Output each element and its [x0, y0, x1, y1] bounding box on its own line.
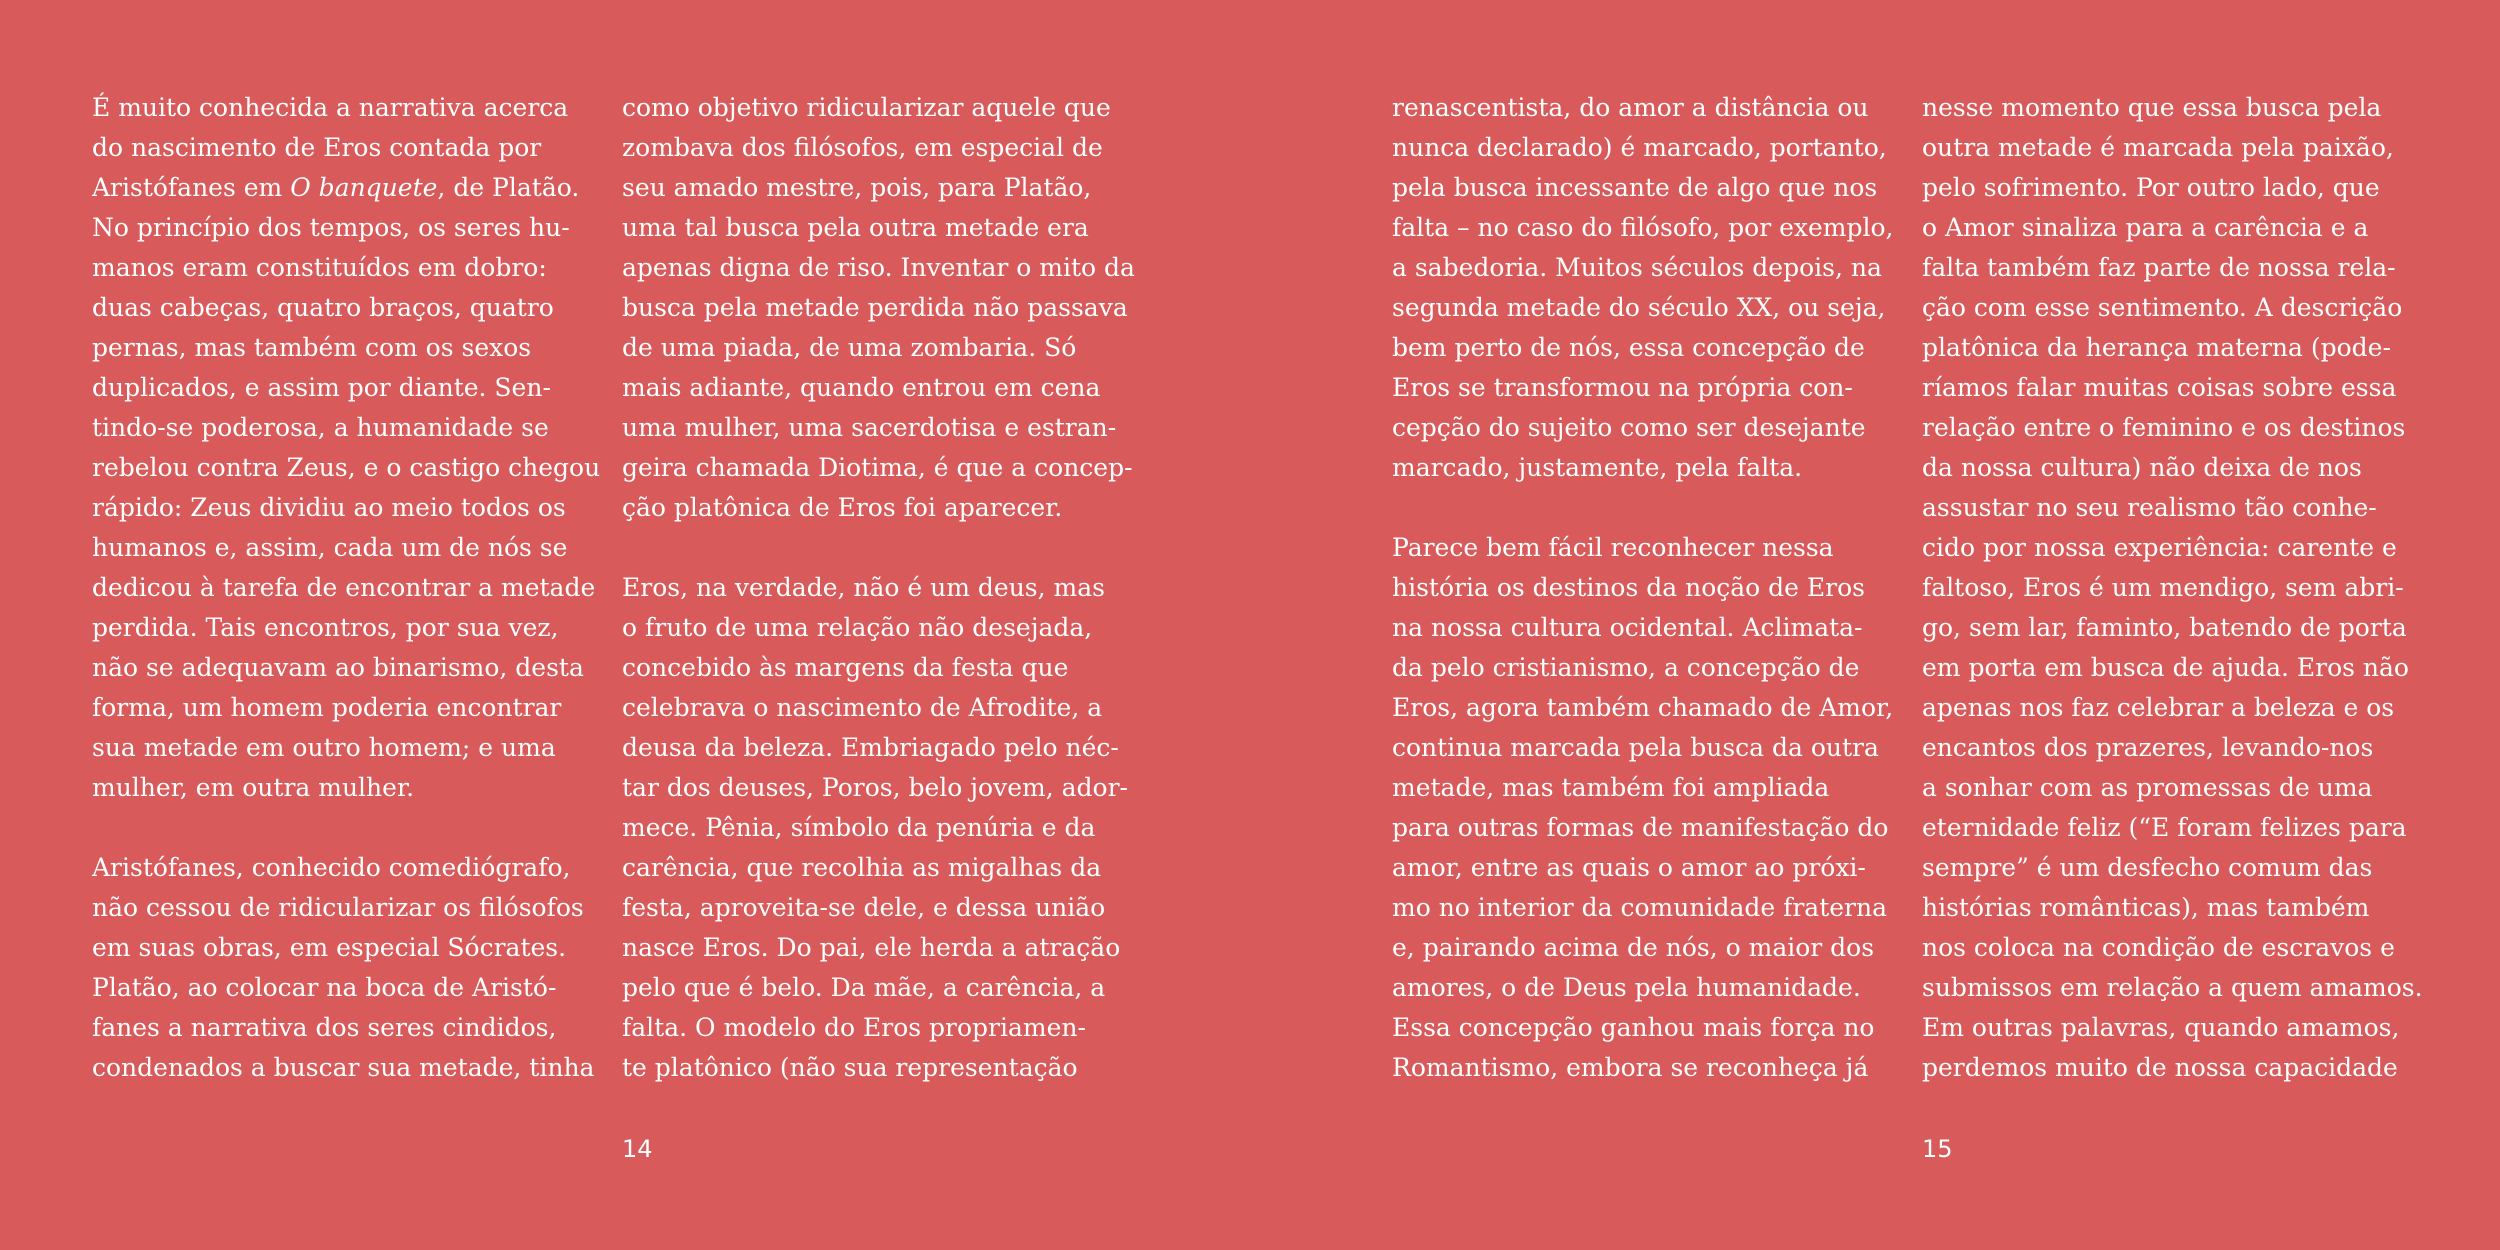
text-line: na nossa cultura ocidental. Aclimata-: [1392, 613, 1863, 642]
text-line: rápido: Zeus dividiu ao meio todos os: [92, 493, 566, 522]
text-line: pela busca incessante de algo que nos: [1392, 173, 1878, 202]
page-number-right: 15: [1922, 1135, 1953, 1163]
paragraph: [1392, 528, 1912, 1088]
text-line: apenas nos faz celebrar a beleza e os: [1922, 693, 2395, 722]
paragraph-gap: [622, 528, 1142, 568]
text-line: o fruto de uma relação não desejada,: [622, 613, 1093, 642]
paragraph-gap: [1392, 488, 1912, 528]
paragraph: [1392, 88, 1912, 488]
text-line: Em outras palavras, quando amamos,: [1922, 1013, 2400, 1042]
text-line: marcado, justamente, pela falta.: [1392, 453, 1803, 482]
text-line: No princípio dos tempos, os seres hu-: [92, 213, 570, 242]
text-line: amor, entre as quais o amor ao próxi-: [1392, 853, 1866, 882]
paragraph: [622, 88, 1142, 528]
text-line: cepção do sujeito como ser desejante: [1392, 413, 1866, 442]
text-line: apenas digna de riso. Inventar o mito da: [622, 253, 1135, 282]
text-line: Essa concepção ganhou mais força no: [1392, 1013, 1875, 1042]
text-line: uma tal busca pela outra metade era: [622, 213, 1089, 242]
paragraph: [92, 88, 612, 808]
text-line: duas cabeças, quatro braços, quatro: [92, 293, 554, 322]
text-line: não se adequavam ao binarismo, desta: [92, 653, 584, 682]
text-line: nasce Eros. Do pai, ele herda a atração: [622, 933, 1121, 962]
text-line: Parece bem fácil reconhecer nessa: [1392, 533, 1834, 562]
text-line: e, pairando acima de nós, o maior dos: [1392, 933, 1875, 962]
text-line: ção platônica de Eros foi aparecer.: [622, 493, 1063, 522]
text-line: geira chamada Diotima, é que a concep-: [622, 453, 1133, 482]
text-line: nos coloca na condição de escravos e: [1922, 933, 2395, 962]
text-line: sua metade em outro homem; e uma: [92, 733, 556, 762]
text-line: seu amado mestre, pois, para Platão,: [622, 173, 1092, 202]
text-line: rebelou contra Zeus, e o castigo chegou: [92, 453, 601, 482]
right-page-column-1: [1392, 88, 1912, 1088]
text-run: , de Platão.: [437, 173, 580, 202]
text-line: ção com esse sentimento. A descrição: [1922, 293, 2403, 322]
text-line: É muito conhecida a narrativa acerca: [92, 93, 569, 122]
text-line: não cessou de ridicularizar os filósofos: [92, 893, 584, 922]
text-line: concebido às margens da festa que: [622, 653, 1069, 682]
text-line: falta também faz parte de nossa rela-: [1922, 253, 2396, 282]
text-line: fanes a narrativa dos seres cindidos,: [92, 1013, 557, 1042]
text-line: pernas, mas também com os sexos: [92, 333, 532, 362]
paragraph: [92, 848, 612, 1088]
text-line: o Amor sinaliza para a carência e a: [1922, 213, 2369, 242]
text-line: te platônico (não sua representação: [622, 1053, 1078, 1082]
text-line: festa, aproveita-se dele, e dessa união: [622, 893, 1106, 922]
text-line: mo no interior da comunidade fraterna: [1392, 893, 1888, 922]
text-line: amores, o de Deus pela humanidade.: [1392, 973, 1861, 1002]
text-line: falta. O modelo do Eros propriamen-: [622, 1013, 1086, 1042]
text-line: cido por nossa experiência: carente e: [1922, 533, 2397, 562]
text-line: platônica da herança materna (pode-: [1922, 333, 2391, 362]
paragraph-gap: [92, 808, 612, 848]
text-line: submissos em relação a quem amamos.: [1922, 973, 2423, 1002]
text-line: de uma piada, de uma zombaria. Só: [622, 333, 1077, 362]
text-line: perdida. Tais encontros, por sua vez,: [92, 613, 559, 642]
left-page-column-2: [622, 88, 1142, 1088]
text-line: renascentista, do amor a distância ou: [1392, 93, 1869, 122]
text-line: da nossa cultura) não deixa de nos: [1922, 453, 2362, 482]
paragraph: [622, 568, 1142, 1088]
text-line: como objetivo ridicularizar aquele que: [622, 93, 1111, 122]
text-line: história os destinos da noção de Eros: [1392, 573, 1865, 602]
text-line: metade, mas também foi ampliada: [1392, 773, 1830, 802]
text-line: outra metade é marcada pela paixão,: [1922, 133, 2394, 162]
text-line: a sabedoria. Muitos séculos depois, na: [1392, 253, 1882, 282]
text-line: carência, que recolhia as migalhas da: [622, 853, 1102, 882]
text-line: manos eram constituídos em dobro:: [92, 253, 547, 282]
text-line: tar dos deuses, Poros, belo jovem, ador-: [622, 773, 1128, 802]
text-line: para outras formas de manifestação do: [1392, 813, 1889, 842]
text-line: forma, um homem poderia encontrar: [92, 693, 562, 722]
text-line: Eros se transformou na própria con-: [1392, 373, 1853, 402]
text-line: da pelo cristianismo, a concepção de: [1392, 653, 1860, 682]
text-line: continua marcada pela busca da outra: [1392, 733, 1879, 762]
text-line: mais adiante, quando entrou em cena: [622, 373, 1101, 402]
paragraph: [1922, 88, 2442, 1088]
text-line: relação entre o feminino e os destinos: [1922, 413, 2406, 442]
text-line: nesse momento que essa busca pela: [1922, 93, 2382, 122]
text-line: falta – no caso do filósofo, por exemplo,: [1392, 213, 1894, 242]
text-line: a sonhar com as promessas de uma: [1922, 773, 2373, 802]
text-line: go, sem lar, faminto, batendo de porta: [1922, 613, 2407, 642]
text-line: em suas obras, em especial Sócrates.: [92, 933, 567, 962]
text-line: assustar no seu realismo tão conhe-: [1922, 493, 2377, 522]
text-line: perdemos muito de nossa capacidade: [1922, 1053, 2398, 1082]
text-line: pelo que é belo. Da mãe, a carência, a: [622, 973, 1106, 1002]
text-line: sempre” é um desfecho comum das: [1922, 853, 2373, 882]
text-line: tindo-se poderosa, a humanidade se: [92, 413, 549, 442]
text-line: pelo sofrimento. Por outro lado, que: [1922, 173, 2380, 202]
book-title-italic: O banquete: [290, 173, 438, 202]
text-line: Eros, na verdade, não é um deus, mas: [622, 573, 1105, 602]
text-line: [92, 168, 612, 208]
text-line: dedicou à tarefa de encontrar a metade: [92, 573, 596, 602]
text-line: condenados a buscar sua metade, tinha: [92, 1053, 595, 1082]
text-line: duplicados, e assim por diante. Sen-: [92, 373, 551, 402]
text-line: nunca declarado) é marcado, portanto,: [1392, 133, 1887, 162]
text-line: humanos e, assim, cada um de nós se: [92, 533, 568, 562]
text-line: bem perto de nós, essa concepção de: [1392, 333, 1865, 362]
text-line: em porta em busca de ajuda. Eros não: [1922, 653, 2409, 682]
text-line: Aristófanes, conhecido comediógrafo,: [92, 853, 571, 882]
text-line: celebrava o nascimento de Afrodite, a: [622, 693, 1103, 722]
text-line: do nascimento de Eros contada por: [92, 133, 542, 162]
left-page-column-1: [92, 88, 612, 1088]
text-line: deusa da beleza. Embriagado pelo néc-: [622, 733, 1119, 762]
text-line: Platão, ao colocar na boca de Aristó-: [92, 973, 557, 1002]
right-page: [1250, 0, 2500, 1250]
text-line: ríamos falar muitas coisas sobre essa: [1922, 373, 2397, 402]
text-line: mece. Pênia, símbolo da penúria e da: [622, 813, 1096, 842]
text-line: uma mulher, uma sacerdotisa e estran-: [622, 413, 1117, 442]
text-line: encantos dos prazeres, levando-nos: [1922, 733, 2374, 762]
text-line: mulher, em outra mulher.: [92, 773, 415, 802]
page-number-left: 14: [622, 1135, 653, 1163]
text-line: Romantismo, embora se reconheça já: [1392, 1053, 1869, 1082]
text-line: zombava dos filósofos, em especial de: [622, 133, 1103, 162]
text-line: faltoso, Eros é um mendigo, sem abri-: [1922, 573, 2404, 602]
text-line: eternidade feliz (“E foram felizes para: [1922, 813, 2407, 842]
text-line: segunda metade do século XX, ou seja,: [1392, 293, 1886, 322]
text-line: busca pela metade perdida não passava: [622, 293, 1128, 322]
text-line: Eros, agora também chamado de Amor,: [1392, 693, 1894, 722]
text-line: histórias românticas), mas também: [1922, 893, 2370, 922]
text-run: Aristófanes em: [92, 173, 291, 202]
right-page-column-2: [1922, 88, 2442, 1088]
